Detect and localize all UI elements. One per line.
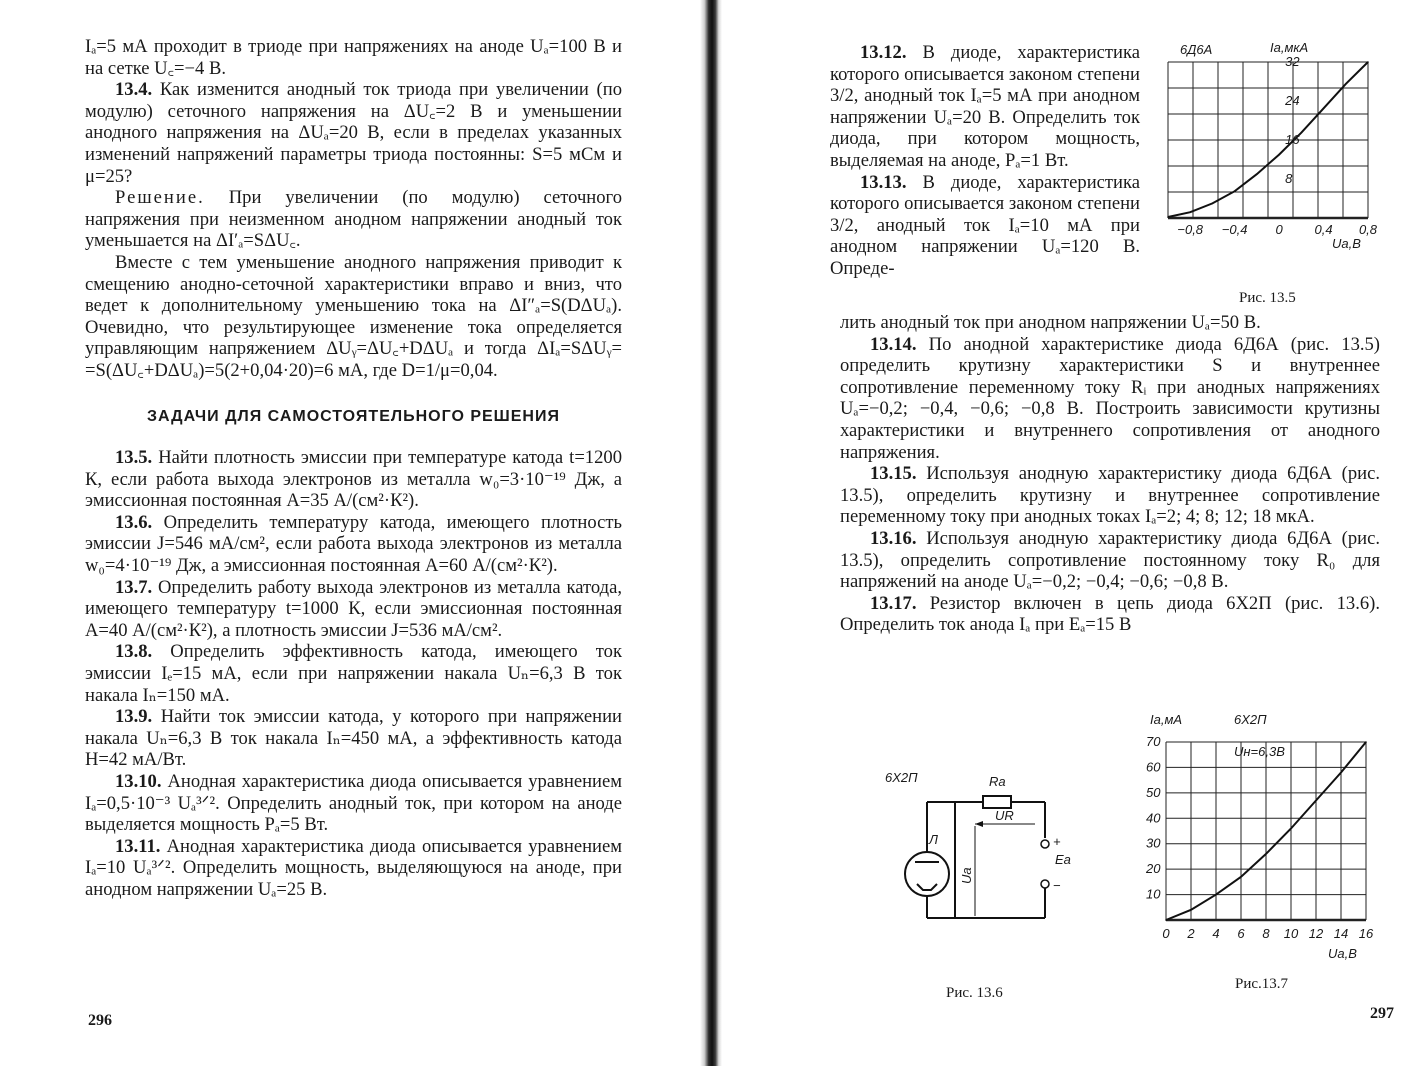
fig137-x-tick-label: 10	[1283, 926, 1299, 941]
fig135-tube-label: 6Д6А	[1180, 42, 1213, 57]
problem	[85, 771, 622, 836]
paragraph-text: Анодная характеристика диода описывается уравнением Iₐ=0,5·10⁻³ Uₐ³ᐟ². Определить анодный ток, при котором на аноде выделяется мощность Pₐ=5 Вт.	[85, 771, 622, 836]
figure-13-7-caption: Рис.13.7	[1235, 976, 1289, 992]
fig137-x-tick-label: 0	[1162, 926, 1170, 941]
figure-13-5-caption: Рис. 13.5	[1239, 290, 1296, 306]
problem	[85, 512, 622, 577]
fig135-y-tick-label: 16	[1285, 132, 1300, 147]
fig137-y-tick-label: 60	[1146, 759, 1161, 775]
fig137-y-tick-label: 40	[1146, 810, 1161, 826]
paragraph-text: Используя анодную характеристику диода 6Д6А (рис. 13.5), определить сопротивление постоянному току R₀ для напряжений на аноде Uₐ=−0,2; −0,4; −0,6; −0,8 В.	[840, 527, 1380, 593]
fig137-x-tick-label: 12	[1308, 926, 1324, 941]
problem-number: 13.10.	[115, 771, 162, 792]
fig137-y-tick-label: 20	[1146, 861, 1161, 877]
problem	[85, 447, 622, 512]
fig135-y-label: Iа,мкА	[1270, 40, 1309, 55]
paragraph	[85, 79, 622, 187]
paragraph-text: Резистор включен в цепь диода 6Х2П (рис. 13.6). Определить ток анода Iₐ при Eₐ=15 В	[840, 592, 1380, 636]
problem	[85, 641, 622, 706]
fig136-resistor	[983, 796, 1011, 808]
problem-number: 13.12.	[860, 42, 907, 63]
problem	[85, 836, 622, 901]
fig137-x-tick-label: 8	[1262, 926, 1270, 941]
problem-number: 13.16.	[870, 527, 917, 549]
fig135-x-label: Uа,В	[1332, 236, 1361, 251]
fig137-y-tick-label: 70	[1146, 734, 1161, 749]
fig136-terminal-minus	[1041, 880, 1049, 888]
section-heading: ЗАДАЧИ ДЛЯ САМОСТОЯТЕЛЬНОГО РЕШЕНИЯ	[147, 407, 560, 425]
fig137-heater-label: Uн=6,3В	[1234, 744, 1285, 759]
problem	[85, 706, 622, 771]
fig135-y-tick-label: 32	[1285, 54, 1300, 69]
paragraph-text: Используя анодную характеристику диода 6Д6А (рис. 13.5), определить крутизну и внутреннее сопротивление переменному току при анодных токах Iₐ=2; 4; 8; 12; 18 мкА.	[840, 463, 1380, 528]
fig136-ur-label: UR	[995, 808, 1014, 823]
right-text-column-top	[830, 42, 1140, 280]
paragraph-text: Определить работу выхода электронов из металла катода, имеющего температуру t=1000 К, если эмиссионная постоянная A=40 А/(см²·К²), а плотность эмиссии J=536 мА/см².	[85, 576, 622, 641]
problem	[840, 463, 1380, 528]
problem	[85, 577, 622, 642]
paragraph-text: В диоде, характеристика которого описывается законом степени 3/2, анодный ток Iₐ=5 мА при анодном напряжении Uₐ=20 В. Определить ток диода, при котором мощность, выделяемая на аноде, Pₐ=1 Вт.	[830, 42, 1140, 171]
fig136-ur-arrowhead	[975, 821, 983, 827]
left-page	[0, 0, 700, 1066]
fig136-plus: +	[1053, 834, 1061, 849]
problem-number: 13.9.	[115, 706, 153, 728]
fig137-y-label: Iа,мА	[1150, 712, 1183, 727]
fig135-x-tick-label: −0,4	[1221, 222, 1248, 237]
problem-number: Решение.	[115, 187, 205, 209]
paragraph	[85, 252, 622, 382]
fig135-x-tick-label: 0,8	[1358, 222, 1378, 237]
fig136-tube-label: 6Х2П	[885, 770, 918, 785]
paragraph-text: Анодная характеристика диода описывается уравнением Iₐ=10 Uₐ³ᐟ². Определить мощность, выделяющуюся на аноде, при анодном напряжении Uₐ=25 В.	[85, 835, 622, 900]
book-gutter	[700, 0, 722, 1066]
fig137-x-tick-label: 16	[1358, 926, 1374, 941]
paragraph-text: Определить температуру катода, имеющего плотность эмиссии J=546 мА/см², если работа выхода электронов из металла w₀=4·10⁻¹⁹ Дж, а эмиссионная постоянная A=60 А/(см²·К²).	[85, 511, 622, 577]
paragraph-text: Найти ток эмиссии катода, у которого при напряжении накала Uₙ=6,3 В ток накала Iₙ=450 мА, а эффективность катода H=42 мА/Вт.	[85, 706, 622, 771]
right-text-column	[840, 312, 1380, 636]
paragraph-text: Как изменится анодный ток триода при увеличении (по модулю) сеточного напряжения на ΔU꜀=2 В и уменьшении анодного напряжения на ΔUₐ=20 В, если в пределах указанных изменений напряжений параметры триода постоянны: S=5 мСм и μ=25?	[85, 79, 622, 187]
fig135-y-tick-label: 8	[1285, 171, 1293, 186]
fig135-y-tick-label: 24	[1285, 93, 1300, 108]
paragraph-text: Iₐ=5 мА проходит в триоде при напряжениях на аноде Uₐ=100 В и на сетке U꜀=−4 В.	[85, 36, 622, 79]
problem-number: 13.14.	[870, 333, 917, 355]
problem-number: 13.13.	[860, 171, 907, 193]
problem-number: 13.8.	[115, 641, 153, 663]
fig137-x-tick-label: 4	[1212, 926, 1220, 941]
fig135-x-tick-label: 0,4	[1314, 222, 1333, 237]
fig137-x-label: Uа,В	[1328, 946, 1357, 961]
problem	[840, 528, 1380, 593]
fig136-lamp-cathode	[917, 884, 937, 890]
fig136-minus: −	[1053, 878, 1061, 893]
page-number-left: 296	[88, 1012, 112, 1029]
page-number-right: 297	[1370, 1005, 1394, 1022]
paragraph-text: При увеличении (по модулю) сеточного напряжения при неизменном анодном напряжении анодный ток уменьшается на ΔI′ₐ=SΔU꜀.	[85, 187, 622, 252]
problem	[840, 312, 1380, 334]
fig136-ua-label: Uа	[959, 867, 974, 884]
problem-number: 13.6.	[115, 511, 153, 533]
fig136-resistor-label: Rа	[989, 774, 1006, 789]
problem-number: 13.15.	[870, 463, 917, 485]
fig135-x-tick-label: 0	[1275, 222, 1283, 237]
paragraph	[85, 187, 622, 252]
problem	[830, 42, 1140, 172]
figure-13-6-caption: Рис. 13.6	[946, 985, 1003, 1001]
figure-13-6-circuit	[877, 766, 1107, 936]
figure-13-5-chart	[1162, 36, 1382, 306]
paragraph-text: Определить эффективность катода, имеющего ток эмиссии Iₑ=15 мА, если при напряжении накала Uₙ=6,3 В ток накала Iₙ=150 мА.	[85, 641, 622, 706]
paragraph-text: По анодной характеристике диода 6Д6А (рис. 13.5) определить крутизну характеристики S и внутреннее сопротивление переменному току Rᵢ при анодных напряжениях Uₐ=−0,2; −0,4, −0,6; −0,8 В. Построить зависимости крутизны характеристики и внутреннего сопротивления от анодного напряжения.	[840, 333, 1380, 463]
fig136-terminal-plus	[1041, 840, 1049, 848]
fig136-ea-label: Eа	[1055, 852, 1071, 867]
fig137-x-tick-label: 6	[1237, 926, 1245, 941]
figure-13-7-chart	[1130, 706, 1390, 968]
problem-number: 13.7.	[115, 576, 153, 598]
problem	[840, 334, 1380, 464]
fig137-x-tick-label: 2	[1187, 926, 1195, 941]
problem	[840, 593, 1380, 636]
fig137-tube-label: 6Х2П	[1234, 712, 1267, 727]
paragraph-text: Вместе с тем уменьшение анодного напряжения приводит к смещению анодно-сеточной характеристики вправо и вниз, что ведет к дополнительному уменьшению тока на ΔI″ₐ=S(DΔUₐ). Очевидно, что результирующее изменение тока определяется управляющим напряжением ΔUᵧ=ΔU꜀+DΔUₐ и тогда ΔIₐ=SΔUᵧ= =S(ΔU꜀+DΔUₐ)=5(2+0,04·20)=6 мА, где D=1/μ=0,04.	[85, 251, 622, 381]
problem-number: 13.17.	[870, 592, 917, 614]
paragraph	[85, 36, 622, 79]
fig137-y-tick-label: 50	[1146, 784, 1161, 800]
problem-number: 13.5.	[115, 447, 153, 469]
problem-number: 13.4.	[115, 79, 153, 101]
fig135-x-tick-label: −0,8	[1177, 222, 1204, 237]
problem-number: 13.11.	[115, 835, 161, 857]
paragraph-text: Найти плотность эмиссии при температуре катода t=1200 К, если работа выхода электронов из металла w₀=3·10⁻¹⁹ Дж, а эмиссионная постоянная A=35 А/(см²·К²).	[85, 447, 622, 512]
right-page	[722, 0, 1418, 1066]
paragraph-text: лить анодный ток при анодном напряжении Uₐ=50 В.	[840, 312, 1261, 333]
problem	[830, 172, 1140, 280]
fig137-y-tick-label: 10	[1146, 886, 1161, 902]
fig137-x-tick-label: 14	[1333, 926, 1349, 941]
fig136-lamp-label: Л	[929, 832, 938, 847]
left-text-column	[85, 36, 622, 901]
paragraph-text: В диоде, характеристика которого описывается законом степени 3/2, анодный ток Iₐ=10 мА при анодном напряжении Uₐ=120 В. Опреде-	[830, 171, 1140, 279]
fig137-y-tick-label: 30	[1146, 835, 1161, 851]
